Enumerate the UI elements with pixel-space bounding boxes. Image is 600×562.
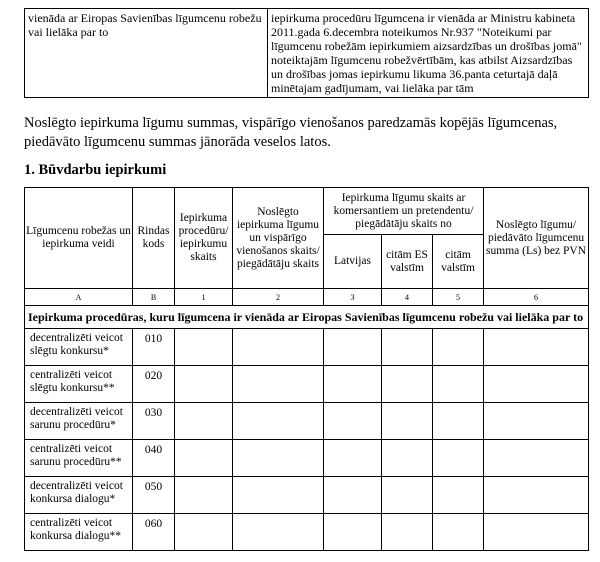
data-cell[interactable] (382, 440, 433, 477)
section-row (25, 306, 589, 329)
header-col-5: citām valstīm (433, 235, 484, 289)
index-cell: 6 (484, 289, 589, 306)
data-cell[interactable] (382, 366, 433, 403)
data-cell[interactable] (175, 477, 233, 514)
table-row (25, 329, 589, 366)
header-row (25, 188, 589, 235)
row-label: decentralizēti veicot slēgtu konkursu* (25, 329, 133, 366)
data-cell[interactable] (233, 440, 324, 477)
index-cell: 5 (433, 289, 484, 306)
data-cell[interactable] (433, 329, 484, 366)
top-left-cell: vienāda ar Eiropas Savienības līgumcenu robežu vai lielāka par to (25, 9, 268, 98)
top-table (24, 8, 589, 98)
row-code: 020 (133, 366, 175, 403)
data-cell[interactable] (175, 440, 233, 477)
data-cell[interactable] (324, 477, 382, 514)
row-label: decentralizēti veicot sarunu procedūru* (25, 403, 133, 440)
row-code: 040 (133, 440, 175, 477)
data-cell[interactable] (324, 514, 382, 551)
row-label: centralizēti veicot slēgtu konkursu** (25, 366, 133, 403)
data-cell[interactable] (233, 329, 324, 366)
data-cell[interactable] (484, 440, 589, 477)
header-col-2: Noslēgto iepirkuma līgumu un vispārīgo vienošanos skaits/ piegādātāju skaits (233, 188, 324, 289)
index-cell: A (25, 289, 133, 306)
data-cell[interactable] (484, 366, 589, 403)
data-cell[interactable] (175, 514, 233, 551)
table-row (25, 366, 589, 403)
data-cell[interactable] (233, 366, 324, 403)
header-col-6: Noslēgto līgumu/ piedāvāto līgumcenu summa (Ls) bez PVN (484, 188, 589, 289)
row-label: decentralizēti veicot konkursa dialogu* (25, 477, 133, 514)
header-col-3: Latvijas (324, 235, 382, 289)
data-cell[interactable] (484, 514, 589, 551)
row-label: centralizēti veicot sarunu procedūru** (25, 440, 133, 477)
table-row (25, 514, 589, 551)
data-cell[interactable] (433, 440, 484, 477)
data-cell[interactable] (324, 366, 382, 403)
row-code: 030 (133, 403, 175, 440)
table-row (25, 440, 589, 477)
index-cell: 1 (175, 289, 233, 306)
data-cell[interactable] (175, 366, 233, 403)
data-cell[interactable] (233, 514, 324, 551)
header-group-345: Iepirkuma līgumu skaits ar komersantiem un pretendentu/ piegādātāju skaits no (324, 188, 484, 235)
row-code: 050 (133, 477, 175, 514)
header-col-1: Iepirkuma procedūru/ iepirkumu skaits (175, 188, 233, 289)
data-cell[interactable] (324, 329, 382, 366)
data-cell[interactable] (233, 403, 324, 440)
data-cell[interactable] (175, 329, 233, 366)
index-cell: 2 (233, 289, 324, 306)
index-cell: 3 (324, 289, 382, 306)
data-cell[interactable] (233, 477, 324, 514)
data-cell[interactable] (484, 329, 589, 366)
data-cell[interactable] (433, 477, 484, 514)
row-code: 010 (133, 329, 175, 366)
header-col-b: Rindas kods (133, 188, 175, 289)
data-cell[interactable] (433, 403, 484, 440)
top-right-cell: iepirkuma procedūru līgumcena ir vienāda ar Ministru kabineta 2011.gada 6.decembra noteikumos Nr.937 "Noteikumi par līgumcenu robežām iepirkumiem aizsardzības un drošības jomā" noteiktajām līgumcenu robežvērtībām, kas atbilst Aizsardzības un drošības jomas iepirkumu likuma 36.panta ceturtajā daļā minētajam gadījumam, vai lielāka par tām (268, 9, 589, 98)
row-code: 060 (133, 514, 175, 551)
data-cell[interactable] (324, 440, 382, 477)
data-cell[interactable] (382, 514, 433, 551)
index-cell: B (133, 289, 175, 306)
data-cell[interactable] (484, 403, 589, 440)
intro-paragraph: Noslēgto iepirkuma līgumu summas, vispārīgo vienošanos paredzamās kopējās līgumcenas, piedāvāto līgumcenu summas jānorāda veselos latos. (24, 115, 558, 150)
table-row (25, 477, 589, 514)
row-label: centralizēti veicot konkursa dialogu** (25, 514, 133, 551)
data-cell[interactable] (382, 403, 433, 440)
data-cell[interactable] (175, 403, 233, 440)
data-cell[interactable] (382, 329, 433, 366)
data-cell[interactable] (324, 403, 382, 440)
header-col-a: Līgumcenu robežas un iepirkuma veidi (25, 188, 133, 289)
procurement-table (24, 187, 589, 551)
index-cell: 4 (382, 289, 433, 306)
data-cell[interactable] (484, 477, 589, 514)
section-heading: 1. Būvdarbu iepirkumi (24, 162, 167, 178)
header-col-4: citām ES valstīm (382, 235, 433, 289)
section-row-label: Iepirkuma procedūras, kuru līgumcena ir vienāda ar Eiropas Savienības līgumcenu robežu vai lielāka par to (25, 306, 589, 329)
data-cell[interactable] (433, 514, 484, 551)
data-cell[interactable] (433, 366, 484, 403)
top-table-row (25, 9, 589, 98)
data-cell[interactable] (382, 477, 433, 514)
table-row (25, 403, 589, 440)
index-row (25, 289, 589, 306)
